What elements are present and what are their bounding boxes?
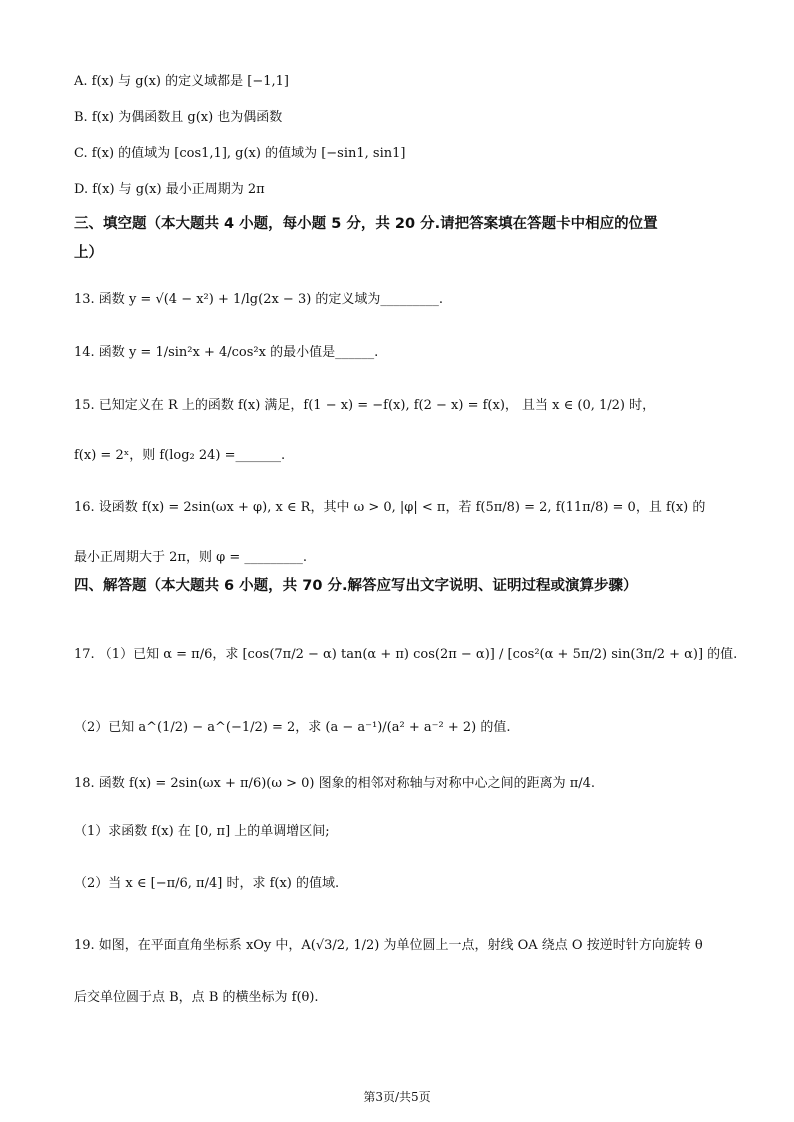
option-c: C. f(x) 的值域为 [cos1,1], g(x) 的值域为 [−sin1, sin1]	[74, 146, 406, 161]
option-a: A. f(x) 与 g(x) 的定义域都是 [−1,1]	[74, 74, 289, 89]
question-19-line1: 19. 如图，在平面直角坐标系 xOy 中，A(√3/2, 1/2) 为单位圆上一点，射线 OA 绕点 O 按逆时针方向旋转 θ	[74, 938, 703, 953]
question-13: 13. 函数 y = √(4 − x²) + 1/lg(2x − 3) 的定义域为_________.	[74, 292, 444, 307]
option-d: D. f(x) 与 g(x) 最小正周期为 2π	[74, 182, 265, 197]
question-16-line2: 最小正周期大于 2π，则 φ = _________.	[74, 550, 307, 565]
question-15-line1: 15. 已知定义在 R 上的函数 f(x) 满足，f(1 − x) = −f(x), f(2 − x) = f(x)， 且当 x ∈ (0, 1/2) 时，	[74, 398, 656, 413]
question-19-line2: 后交单位圆于点 B，点 B 的横坐标为 f(θ).	[74, 990, 319, 1005]
section-3-heading-cont: 上）	[74, 245, 103, 261]
question-17-part2: （2）已知 a^(1/2) − a^(−1/2) = 2，求 (a − a⁻¹)/(a² + a⁻² + 2) 的值.	[74, 720, 511, 735]
question-14: 14. 函数 y = 1/sin²x + 4/cos²x 的最小值是______.	[74, 345, 379, 360]
question-15-line2: f(x) = 2ˣ，则 f(log₂ 24) =_______.	[74, 448, 286, 463]
question-18-part1: （1）求函数 f(x) 在 [0, π] 上的单调增区间;	[74, 824, 330, 839]
section-4-heading: 四、解答题（本大题共 6 小题，共 70 分.解答应写出文字说明、证明过程或演算步骤）	[74, 578, 638, 594]
option-b: B. f(x) 为偶函数且 g(x) 也为偶函数	[74, 110, 283, 125]
question-18-part2: （2）当 x ∈ [−π/6, π/4] 时，求 f(x) 的值域.	[74, 876, 340, 891]
question-17-part1: 17. （1）已知 α = π/6，求 [cos(7π/2 − α) tan(α + π) cos(2π − α)] / [cos²(α + 5π/2) sin(3π/2 + α)] 的值.	[74, 647, 738, 662]
section-3-heading: 三、填空题（本大题共 4 小题，每小题 5 分，共 20 分.请把答案填在答题卡中相应的位置	[74, 216, 658, 232]
question-16-line1: 16. 设函数 f(x) = 2sin(ωx + φ), x ∈ R，其中 ω > 0, |φ| < π，若 f(5π/8) = 2, f(11π/8) = 0，且 f(x) 的	[74, 500, 706, 515]
question-18-stem: 18. 函数 f(x) = 2sin(ωx + π/6)(ω > 0) 图象的相邻对称轴与对称中心之间的距离为 π/4.	[74, 776, 596, 791]
page-footer: 第3页/共5页	[363, 1090, 431, 1104]
